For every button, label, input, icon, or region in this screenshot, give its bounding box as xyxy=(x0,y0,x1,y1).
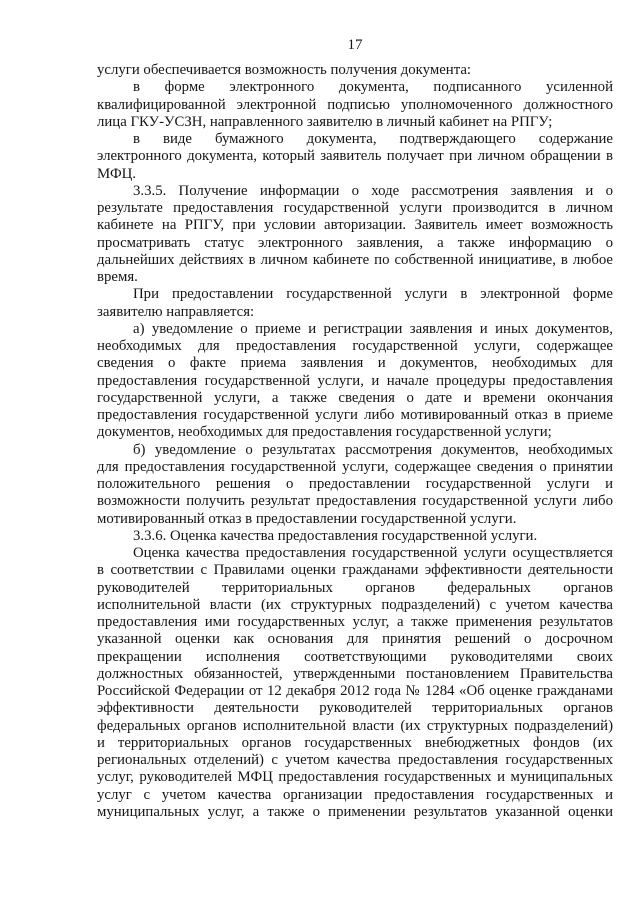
text-line: в соответствии с Правилами оценки гражданами эффективности деятельности xyxy=(97,562,613,579)
text-line: заявителю направляется: xyxy=(97,303,255,320)
text-line: время. xyxy=(97,269,138,285)
paragraph-paper-document xyxy=(97,131,613,183)
paragraph-electronic-document xyxy=(97,79,613,131)
text-line: дальнейших действиях в личном кабинете по собственной инициативе, в любое xyxy=(97,251,613,268)
text-line: 3.3.5. Получение информации о ходе рассмотрения заявления и о xyxy=(133,182,613,199)
text-line: б) уведомление о результатах рассмотрения документов, необходимых xyxy=(133,441,613,458)
text-line: в форме электронного документа, подписанного усиленной xyxy=(133,79,613,96)
text-line: Оценка качества предоставления государственной услуги осуществляется xyxy=(133,545,613,561)
text-line: лица ГКУ-УСЗН, направленного заявителю в личный кабинет на РПГУ; xyxy=(97,113,553,130)
text-line: региональных отделений) с учетом качества предоставления государственных xyxy=(97,752,613,768)
text-line: 3.3.6. Оценка качества предоставления государственной услуги. xyxy=(133,527,538,544)
text-line: федеральных органов исполнительной власти (их структурных подразделений) xyxy=(97,717,613,734)
paragraph-notifications-intro xyxy=(97,286,613,321)
text-line: положительного решения о предоставлении государственной услуги и xyxy=(97,476,613,492)
text-line: предоставления государственной услуги либо мотивированный отказ в приеме xyxy=(97,407,613,423)
text-line: электронного документа, который заявитель получает при личном обращении в xyxy=(97,148,613,165)
text-line: результате предоставления государственной услуги производится в личном xyxy=(97,200,613,216)
text-line: указанной оценки как основания для принятия решений о досрочном xyxy=(97,631,613,648)
text-line: должностных обязанностей, утвержденными постановлением Правительства xyxy=(97,665,613,682)
paragraph-item-b xyxy=(97,442,613,528)
body-text xyxy=(97,62,613,821)
text-line: сведения о факте приема заявления и документов, необходимых для xyxy=(97,355,613,372)
text-line: возможности получить результат предоставления государственной услуги либо xyxy=(97,493,613,510)
text-line: муниципальных услуг, а также о применении результатов указанной оценки xyxy=(97,803,613,820)
text-line: для предоставления государственной услуги, содержащее сведения о принятии xyxy=(97,458,613,475)
paragraph-quality-assessment xyxy=(97,545,613,821)
text-line: кабинете на РПГУ, при условии авторизации. Заявитель имеет возможность xyxy=(97,217,613,234)
text-line: в виде бумажного документа, подтверждающего содержание xyxy=(133,131,613,147)
text-line: исполнительной власти (их структурных подразделений) с учетом качества xyxy=(97,596,613,613)
text-line: государственной услуги, а также сведения о дате и времени окончания xyxy=(97,389,613,406)
paragraph-3-3-6 xyxy=(97,528,613,545)
text-line: руководителей территориальных органов федеральных органов xyxy=(97,579,613,596)
text-line: квалифицированной электронной подписью уполномоченного должностного xyxy=(97,96,613,113)
text-line: При предоставлении государственной услуги в электронной форме xyxy=(133,286,613,303)
text-line: документов, необходимых для предоставления государственной услуги; xyxy=(97,424,552,441)
text-line: предоставления ими государственных услуг, а также применения результатов xyxy=(97,614,613,630)
text-line: прекращении исполнения соответствующими руководителями своих xyxy=(97,648,613,665)
text-line: услуг, руководителей МФЦ предоставления государственных и муниципальных xyxy=(97,769,613,786)
text-line: и территориальных органов государственных внебюджетных фондов (их xyxy=(97,734,613,751)
text-line: предоставления государственной услуги, и начале процедуры предоставления xyxy=(97,372,613,389)
text-line: услуги обеспечивается возможность получения документа: xyxy=(97,62,472,78)
text-line: МФЦ. xyxy=(97,165,137,182)
text-line: эффективности деятельности руководителей территориальных органов xyxy=(97,700,613,717)
text-line: Российской Федерации от 12 декабря 2012 года № 1284 «Об оценке гражданами xyxy=(97,683,613,699)
paragraph-3-3-5 xyxy=(97,183,613,287)
paragraph-item-a xyxy=(97,321,613,442)
text-line: а) уведомление о приеме и регистрации заявления и иных документов, xyxy=(133,320,613,337)
text-line: услуг с учетом качества организации предоставления государственных и xyxy=(97,786,613,803)
paragraph-continued xyxy=(97,62,613,79)
text-line: просматривать статус электронного заявления, а также информацию о xyxy=(97,234,613,251)
text-line: мотивированный отказ в предоставлении государственной услуги. xyxy=(97,510,517,527)
text-line: необходимых для предоставления государственной услуги, содержащее xyxy=(97,338,613,354)
page-number: 17 xyxy=(347,37,363,53)
